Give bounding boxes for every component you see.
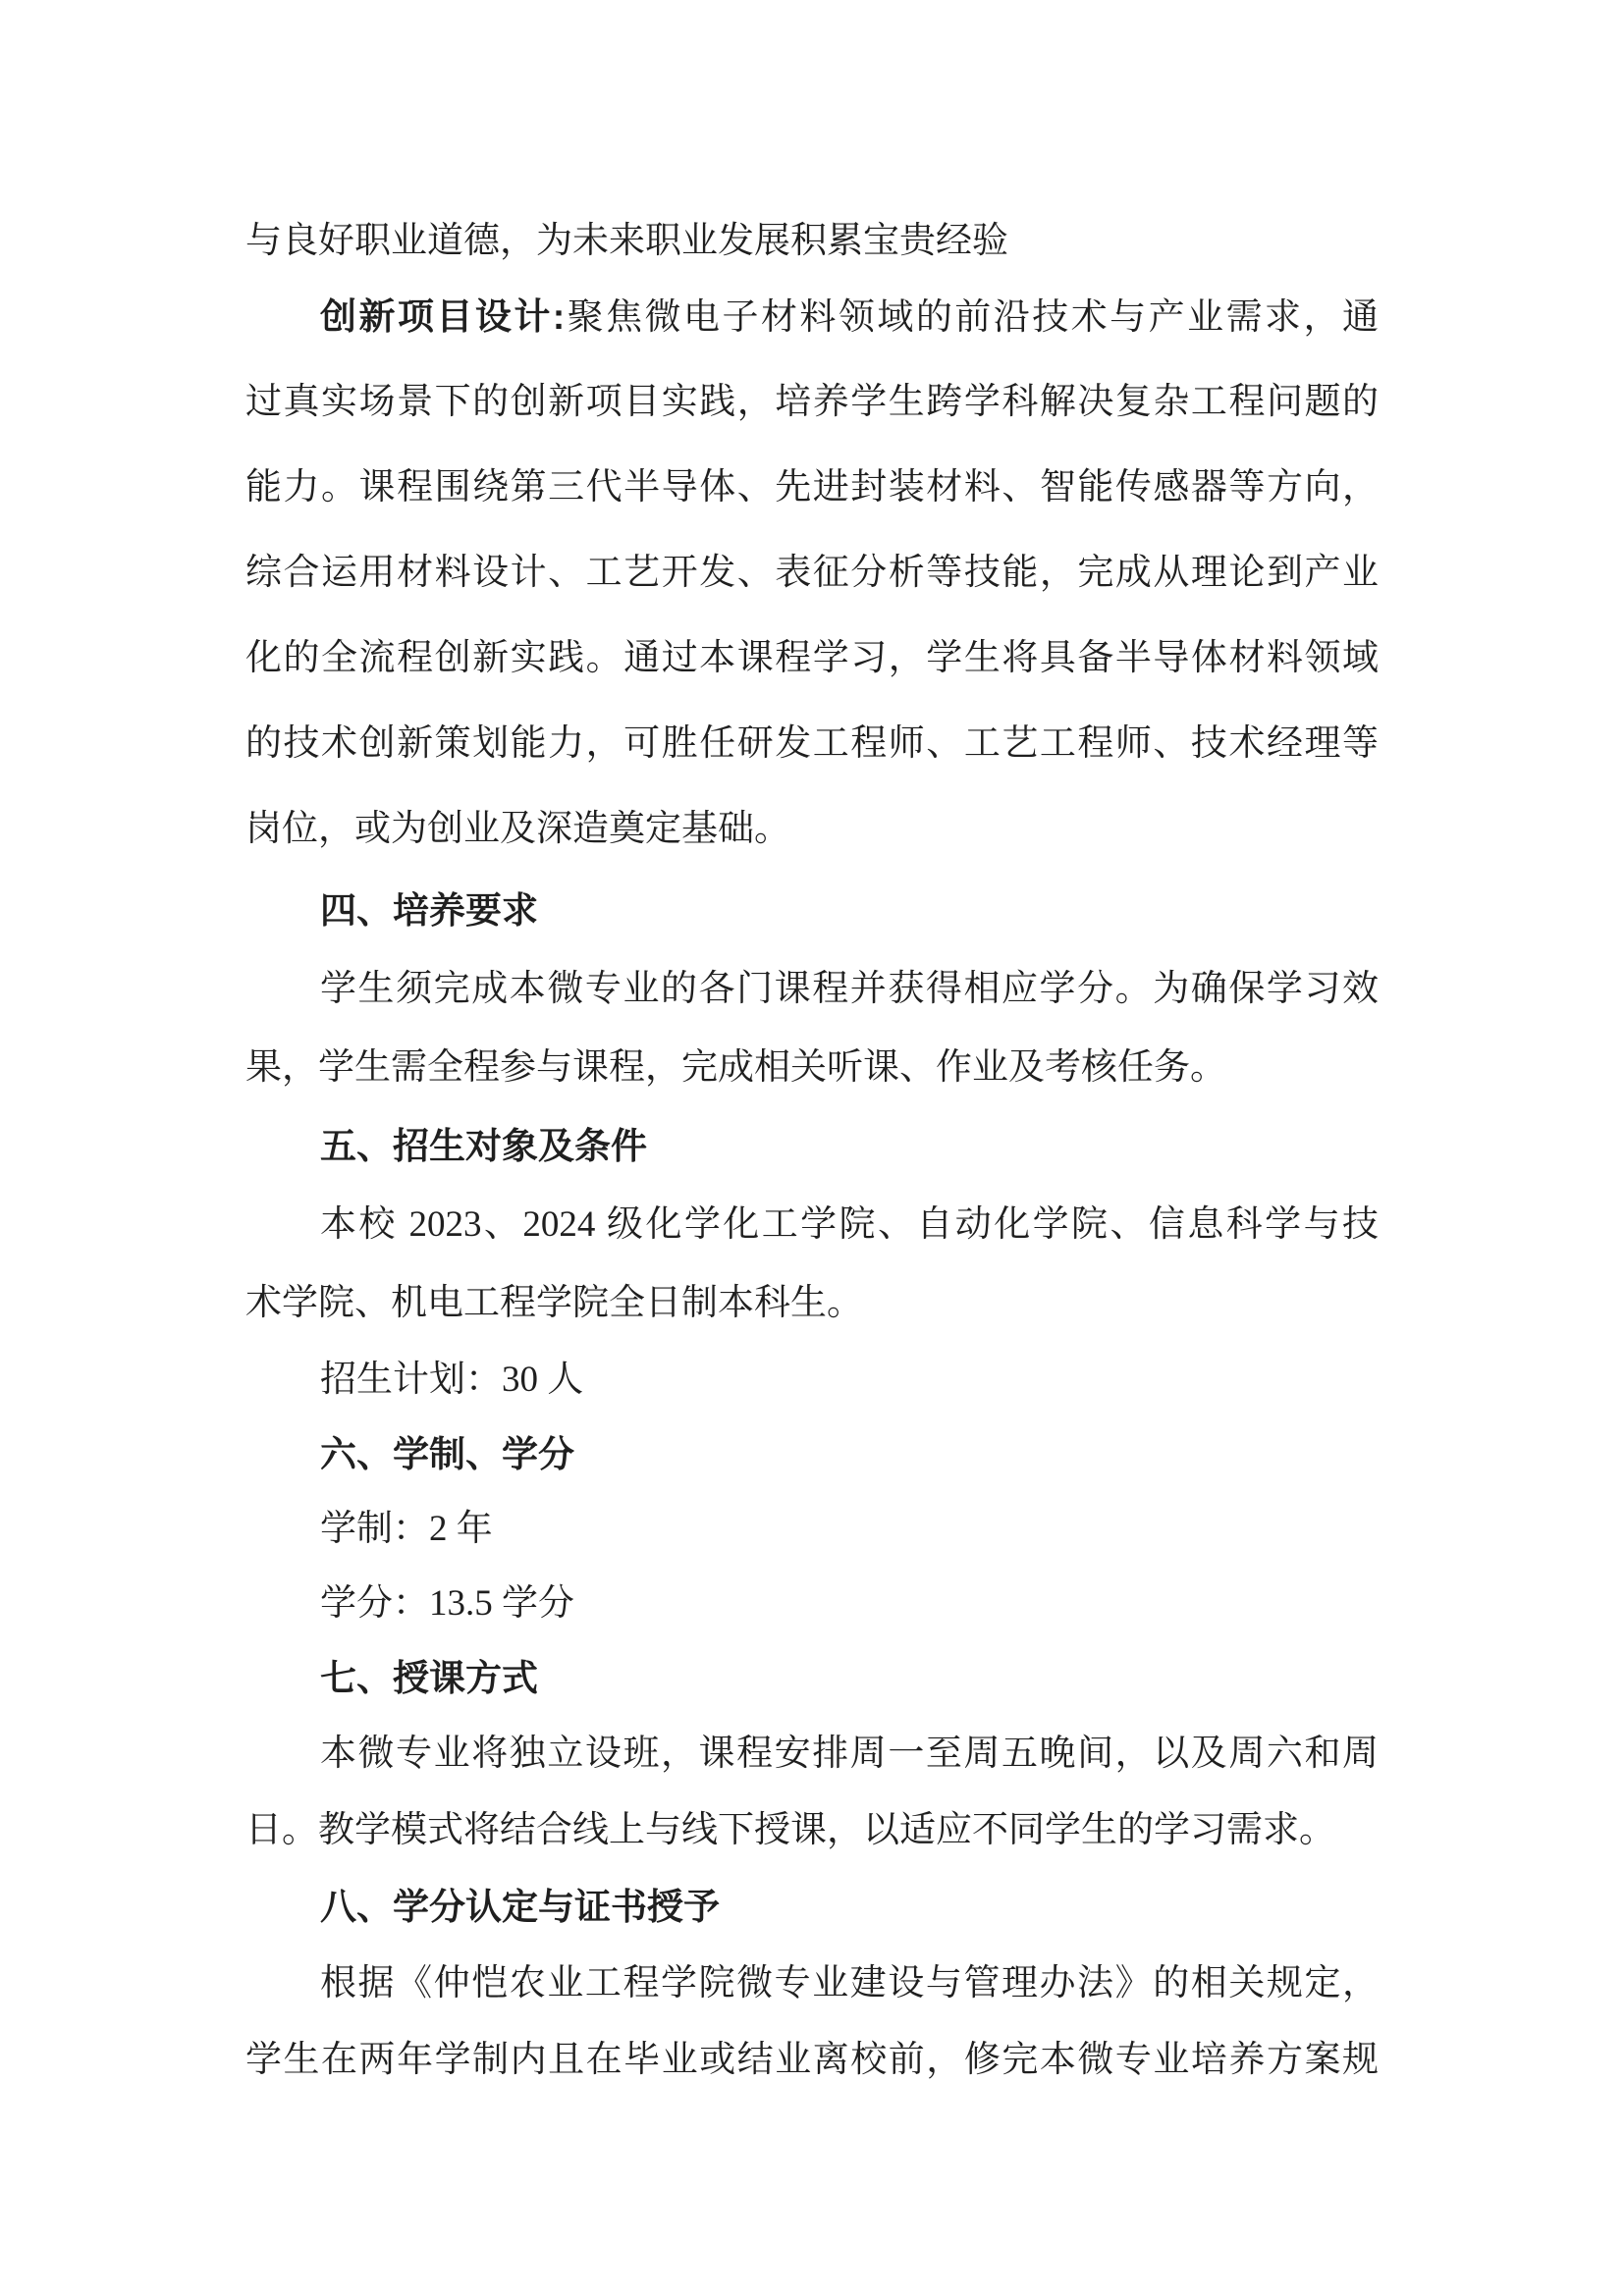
section-heading-4: 四、培养要求	[320, 890, 538, 931]
paragraph-line: 学生须完成本微专业的各门课程并获得相应学分。为确保学习效	[320, 969, 1379, 1009]
section-heading-5: 五、招生对象及条件	[320, 1126, 647, 1166]
paragraph-line: 的技术创新策划能力，可胜任研发工程师、工艺工程师、技术经理等	[245, 723, 1379, 764]
enrollment-plan-line: 招生计划：30 人	[320, 1360, 584, 1400]
document-body	[245, 208, 1379, 2099]
paragraph-line: 能力。课程围绕第三代半导体、先进封装材料、智能传感器等方向，	[245, 467, 1379, 507]
run-in-bold-label: 创新项目设计:	[320, 296, 566, 337]
paragraph-line: 日。教学模式将结合线上与线下授课，以适应不同学生的学习需求。	[245, 1810, 1335, 1850]
paragraph-line: 与良好职业道德，为未来职业发展积累宝贵经验	[245, 221, 1008, 261]
section-heading-8: 八、学分认定与证书授予	[320, 1887, 720, 1927]
paragraph-line: 术学院、机电工程学院全日制本科生。	[245, 1283, 863, 1323]
paragraph-text: 聚焦微电子材料领域的前沿技术与产业需求，通	[565, 297, 1379, 338]
study-length-line: 学制：2 年	[320, 1509, 493, 1549]
section-heading-6: 六、学制、学分	[320, 1434, 574, 1474]
paragraph-line: 化的全流程创新实践。通过本课程学习，学生将具备半导体材料领域	[245, 638, 1379, 678]
paragraph-line: 综合运用材料设计、工艺开发、表征分析等技能，完成从理论到产业	[245, 553, 1379, 593]
paragraph-line: 学生在两年学制内且在毕业或结业离校前，修完本微专业培养方案规	[245, 2040, 1379, 2080]
paragraph-line	[245, 274, 1379, 359]
paragraph-line: 本校 2023、2024 级化学化工学院、自动化学院、信息科学与技	[320, 1204, 1379, 1245]
paragraph-line: 根据《仲恺农业工程学院微专业建设与管理办法》的相关规定，	[320, 1963, 1379, 2003]
paragraph-line: 过真实场景下的创新项目实践，培养学生跨学科解决复杂工程问题的	[245, 382, 1379, 422]
paragraph-line: 本微专业将独立设班，课程安排周一至周五晚间，以及周六和周	[320, 1734, 1379, 1774]
section-heading-7: 七、授课方式	[320, 1658, 538, 1698]
credits-line: 学分：13.5 学分	[320, 1583, 574, 1624]
paragraph-line: 岗位，或为创业及深造奠定基础。	[245, 809, 790, 849]
paragraph-line: 果，学生需全程参与课程，完成相关听课、作业及考核任务。	[245, 1047, 1226, 1088]
